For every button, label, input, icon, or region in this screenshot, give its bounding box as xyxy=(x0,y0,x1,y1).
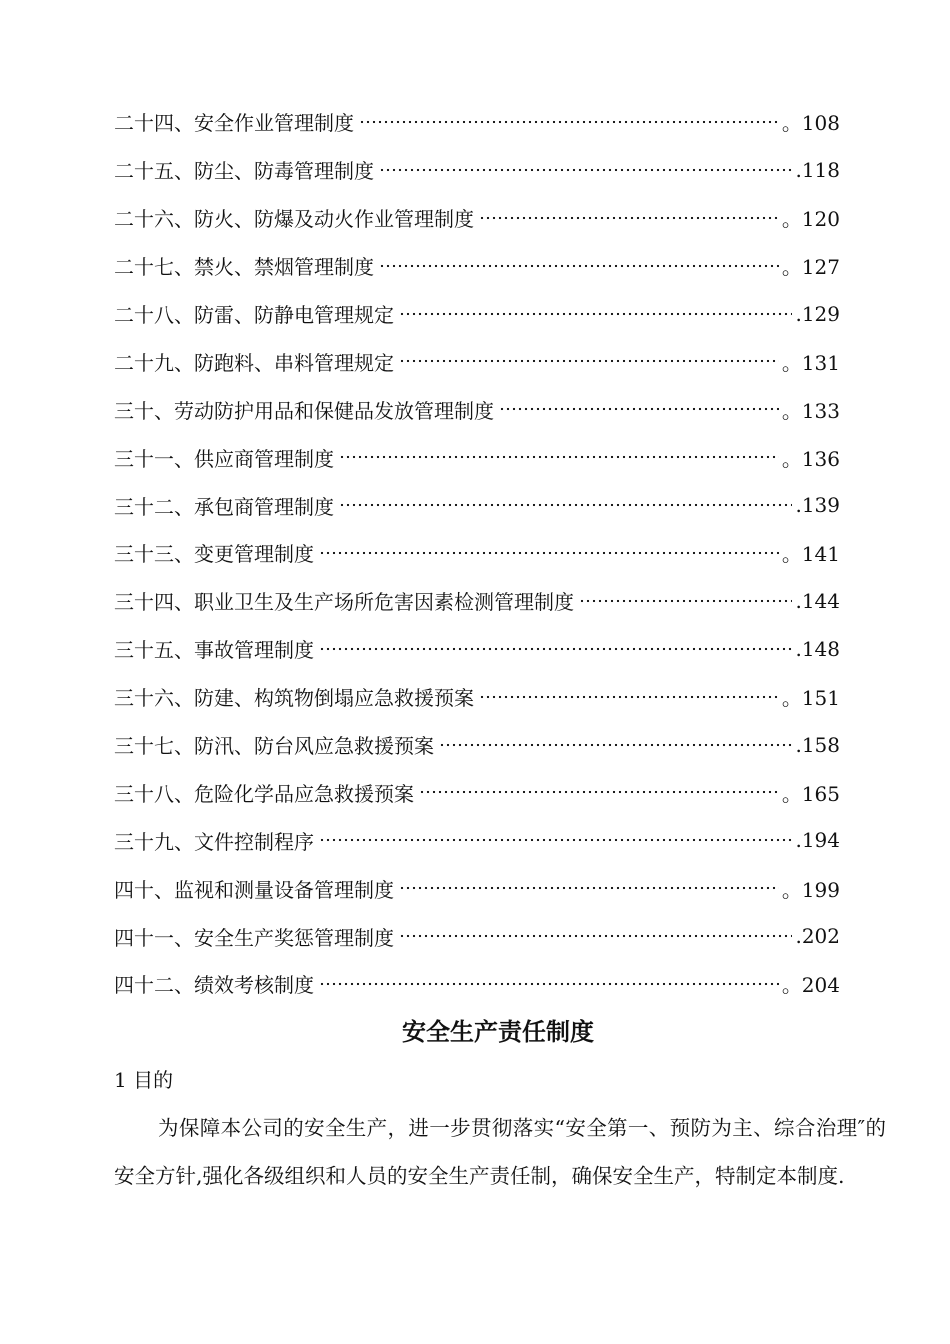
toc-entry-title: 三十三、变更管理制度 xyxy=(114,542,314,567)
toc-entry-page: 。133 xyxy=(781,398,840,423)
toc-entry-page: 。141 xyxy=(781,542,840,567)
toc-entry-page: 。204 xyxy=(781,973,840,998)
toc-entry-page: 。120 xyxy=(781,207,840,232)
toc-entry-title: 三十、劳动防护用品和保健品发放管理制度 xyxy=(114,398,494,423)
toc-dot-leader xyxy=(379,264,779,268)
toc-entry-page: 。127 xyxy=(781,255,840,280)
toc-entry[interactable] xyxy=(114,721,840,769)
toc-entry[interactable] xyxy=(114,290,840,338)
toc-entry[interactable] xyxy=(114,529,840,577)
toc-dot-leader xyxy=(319,647,792,651)
toc-entry[interactable] xyxy=(114,481,840,529)
toc-dot-leader xyxy=(339,455,779,459)
body-paragraph: 为保障本公司的安全生产，进一步贯彻落实“安全第一、预防为主、综合治理″的安全方针,强化各级组织和人员的安全生产责任制，确保安全生产，特制定本制度. xyxy=(114,1116,886,1188)
toc-entry[interactable] xyxy=(114,577,840,625)
toc-entry[interactable] xyxy=(114,625,840,673)
toc-entry[interactable] xyxy=(114,960,840,1008)
toc-entry-title: 三十五、事故管理制度 xyxy=(114,638,314,663)
toc-entry-page: .202 xyxy=(795,924,840,949)
toc-dot-leader xyxy=(439,743,792,747)
toc-dot-leader xyxy=(319,982,779,986)
toc-entry-title: 三十二、承包商管理制度 xyxy=(114,494,334,519)
toc-entry-title: 三十八、危险化学品应急救援预案 xyxy=(114,781,414,806)
toc-dot-leader xyxy=(359,120,779,124)
toc-entry-title: 三十六、防建、构筑物倒塌应急救援预案 xyxy=(114,686,474,711)
toc-entry-page: .158 xyxy=(795,732,840,757)
toc-entry[interactable] xyxy=(114,673,840,721)
toc-entry-title: 二十七、禁火、禁烟管理制度 xyxy=(114,255,374,280)
toc-entry-title: 二十九、防跑料、串料管理规定 xyxy=(114,350,394,375)
toc-entry-page: .144 xyxy=(795,588,840,613)
toc-entry[interactable] xyxy=(114,433,840,481)
toc-entry[interactable] xyxy=(114,194,840,242)
toc-entry[interactable] xyxy=(114,768,840,816)
toc-dot-leader xyxy=(419,790,779,794)
toc-entry-page: .194 xyxy=(795,828,840,853)
toc-entry-title: 三十九、文件控制程序 xyxy=(114,829,314,854)
toc-entry[interactable] xyxy=(114,864,840,912)
section-heading-purpose: 1 目的 xyxy=(114,1068,174,1092)
toc-entry-page: .118 xyxy=(795,157,840,182)
toc-dot-leader xyxy=(479,216,779,220)
toc-dot-leader xyxy=(399,934,792,938)
toc-entry-page: .148 xyxy=(795,636,840,661)
toc-entry[interactable] xyxy=(114,912,840,960)
toc-entry-page: 。199 xyxy=(781,877,840,902)
toc-dot-leader xyxy=(399,312,792,316)
toc-entry-title: 三十一、供应商管理制度 xyxy=(114,446,334,471)
toc-entry[interactable] xyxy=(114,385,840,433)
toc-dot-leader xyxy=(399,359,779,363)
toc-entry-page: 。136 xyxy=(781,446,840,471)
toc-entry[interactable] xyxy=(114,816,840,864)
toc-entry-page: 。131 xyxy=(781,350,840,375)
toc-entry[interactable] xyxy=(114,242,840,290)
toc-entry-title: 二十五、防尘、防毒管理制度 xyxy=(114,159,374,184)
toc-entry-title: 二十六、防火、防爆及动火作业管理制度 xyxy=(114,207,474,232)
toc-entry-title: 四十一、安全生产奖惩管理制度 xyxy=(114,925,394,950)
toc-dot-leader xyxy=(319,838,792,842)
toc-dot-leader xyxy=(339,503,792,507)
toc-entry[interactable] xyxy=(114,337,840,385)
toc-dot-leader xyxy=(399,886,779,890)
toc-entry-title: 三十四、职业卫生及生产场所危害因素检测管理制度 xyxy=(114,590,574,615)
toc-entry-title: 四十、监视和测量设备管理制度 xyxy=(114,877,394,902)
toc-entry-title: 三十七、防汛、防台风应急救援预案 xyxy=(114,734,434,759)
toc-entry-page: 。108 xyxy=(781,111,840,136)
toc-entry-page: .129 xyxy=(795,301,840,326)
toc-dot-leader xyxy=(319,551,779,555)
toc-entry[interactable] xyxy=(114,146,840,194)
toc-dot-leader xyxy=(479,695,779,699)
section-title: 安全生产责任制度 xyxy=(402,1017,594,1046)
toc-dot-leader xyxy=(499,407,779,411)
toc-dot-leader xyxy=(579,599,792,603)
toc-entry-title: 二十四、安全作业管理制度 xyxy=(114,111,354,136)
toc-entry-page: .139 xyxy=(795,493,840,518)
toc-entry[interactable] xyxy=(114,98,840,146)
toc-entry-title: 二十八、防雷、防静电管理规定 xyxy=(114,303,394,327)
toc-entry-page: 。151 xyxy=(781,686,840,711)
table-of-contents xyxy=(114,98,840,1008)
toc-entry-title: 四十二、绩效考核制度 xyxy=(114,973,314,998)
toc-entry-page: 。165 xyxy=(781,781,840,806)
toc-dot-leader xyxy=(379,168,792,172)
